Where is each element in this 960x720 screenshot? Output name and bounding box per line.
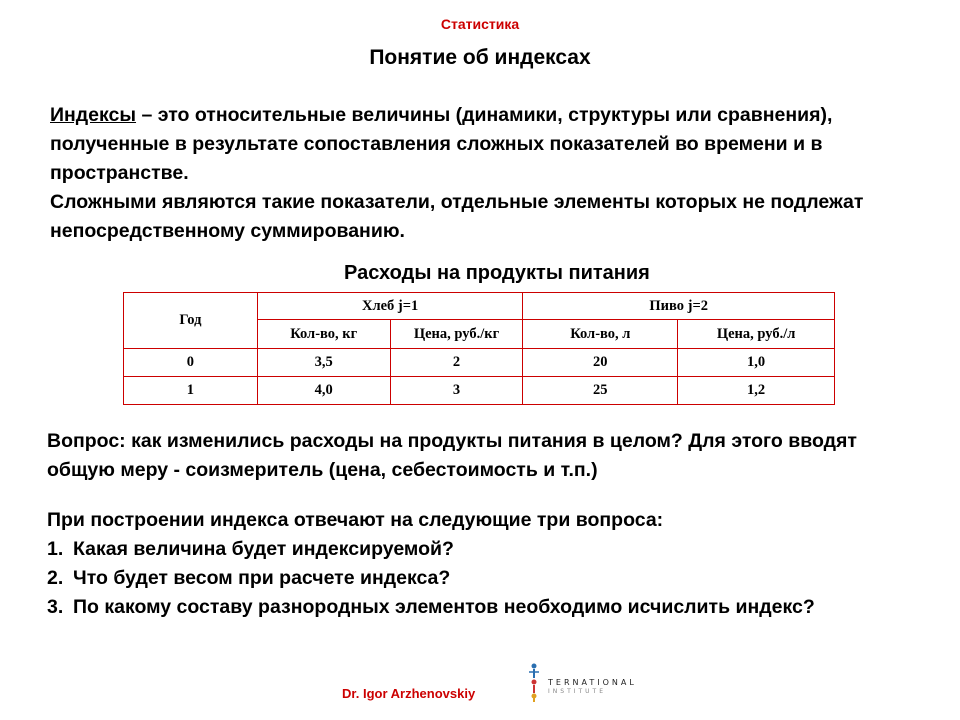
list-item — [47, 593, 927, 622]
group-header-beer: Пиво j=2 — [523, 293, 835, 320]
table-cell: 1 — [124, 377, 258, 405]
definition-block — [50, 101, 910, 246]
list-item-text: Что будет весом при расчете индекса? — [73, 567, 451, 589]
logo-line2: INSTITUTE — [548, 688, 607, 695]
list-item — [47, 564, 927, 593]
table-cell: 3 — [390, 377, 523, 405]
logo-line1: TERNATIONAL — [548, 678, 637, 687]
subheader-bread-price: Цена, руб./кг — [390, 320, 523, 349]
definition-term: Индексы — [50, 104, 137, 126]
table-cell: 3,5 — [257, 349, 390, 377]
list-item-number: 2. — [47, 567, 64, 589]
list-item — [47, 535, 927, 564]
question-text: Вопрос: как изменились расходы на продукты питания в целом? Для этого вводят общую меру - соизмеритель (цена, себестоимость и т.п.) — [47, 430, 857, 481]
question-block — [47, 427, 927, 485]
subheader-beer-price: Цена, руб./л — [678, 320, 835, 349]
list-item-text: По какому составу разнородных элементов необходимо исчислить индекс? — [73, 596, 815, 618]
definition-text: – это относительные величины (динамики, структуры или сравнения), полученные в результате сопоставления сложных показателей во времени и в пространстве. — [50, 104, 833, 184]
list-intro: При построении индекса отвечают на следующие три вопроса: — [47, 509, 664, 531]
group-header-bread: Хлеб j=1 — [257, 293, 523, 320]
table-cell: 1,0 — [678, 349, 835, 377]
table-cell: 20 — [523, 349, 678, 377]
table-row — [124, 349, 835, 377]
definition-paragraph — [50, 101, 910, 188]
page-title: Понятие об индексах — [369, 46, 591, 69]
table-cell: 25 — [523, 377, 678, 405]
subheader-beer-qty: Кол-во, л — [523, 320, 678, 349]
table-cell: 0 — [124, 349, 258, 377]
header-subject: Статистика — [440, 16, 520, 32]
people-figures-icon — [520, 662, 548, 702]
footer-author: Dr. Igor Arzhenovskiy — [342, 686, 476, 701]
complex-indicators-paragraph: Сложными являются такие показатели, отдельные элементы которых не подлежат непосредственному суммированию. — [50, 191, 864, 242]
questions-list — [47, 506, 927, 622]
year-header: Год — [124, 293, 258, 349]
subheader-bread-qty: Кол-во, кг — [257, 320, 390, 349]
table-cell: 4,0 — [257, 377, 390, 405]
table-header-row — [124, 293, 835, 320]
list-item-text: Какая величина будет индексируемой? — [73, 538, 454, 560]
institute-logo — [520, 662, 637, 702]
list-item-number: 1. — [47, 538, 64, 560]
table-row — [124, 377, 835, 405]
table-cell: 1,2 — [678, 377, 835, 405]
list-item-number: 3. — [47, 596, 64, 618]
table-cell: 2 — [390, 349, 523, 377]
expenses-table — [123, 292, 835, 405]
table-caption: Расходы на продукты питания — [344, 262, 650, 284]
